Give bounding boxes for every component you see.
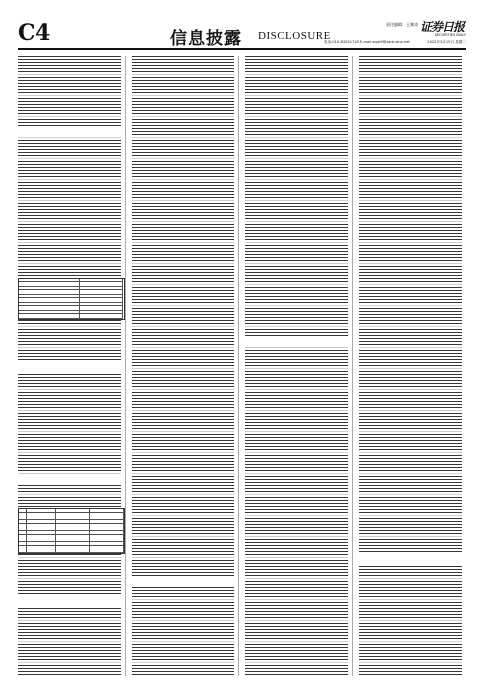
newspaper-logo: 证券日报 [419,20,464,34]
data-table [18,278,125,320]
newspaper-logo-english: SECURITIES DAILY [434,33,466,37]
issue-date: 2022年3月15日 星期二 [427,40,466,44]
section-heading-block [18,362,125,372]
section-heading-block [18,596,125,606]
contact-info: 电话:010-83251716 E-mail:zqrb9@zqrb.sina.net [324,40,410,44]
editor-credit: 责任编辑：王黎涛 [386,22,418,27]
column-body-text [359,56,463,676]
section-heading-block [132,576,239,586]
section-heading-block [245,336,352,346]
text-column-4 [359,56,467,676]
section-title-english: DISCLOSURE [258,30,331,42]
section-heading-block [18,474,125,484]
page-number: C4 [18,20,50,46]
text-column-2 [132,56,240,676]
section-heading-block [359,554,467,564]
column-body-text [245,56,348,676]
section-title: 信息披露 [170,29,242,49]
data-table [18,508,125,554]
article-columns [18,56,466,676]
masthead [18,18,466,50]
text-column-1 [18,56,126,676]
section-heading-block [18,126,125,136]
text-column-3 [245,56,353,676]
